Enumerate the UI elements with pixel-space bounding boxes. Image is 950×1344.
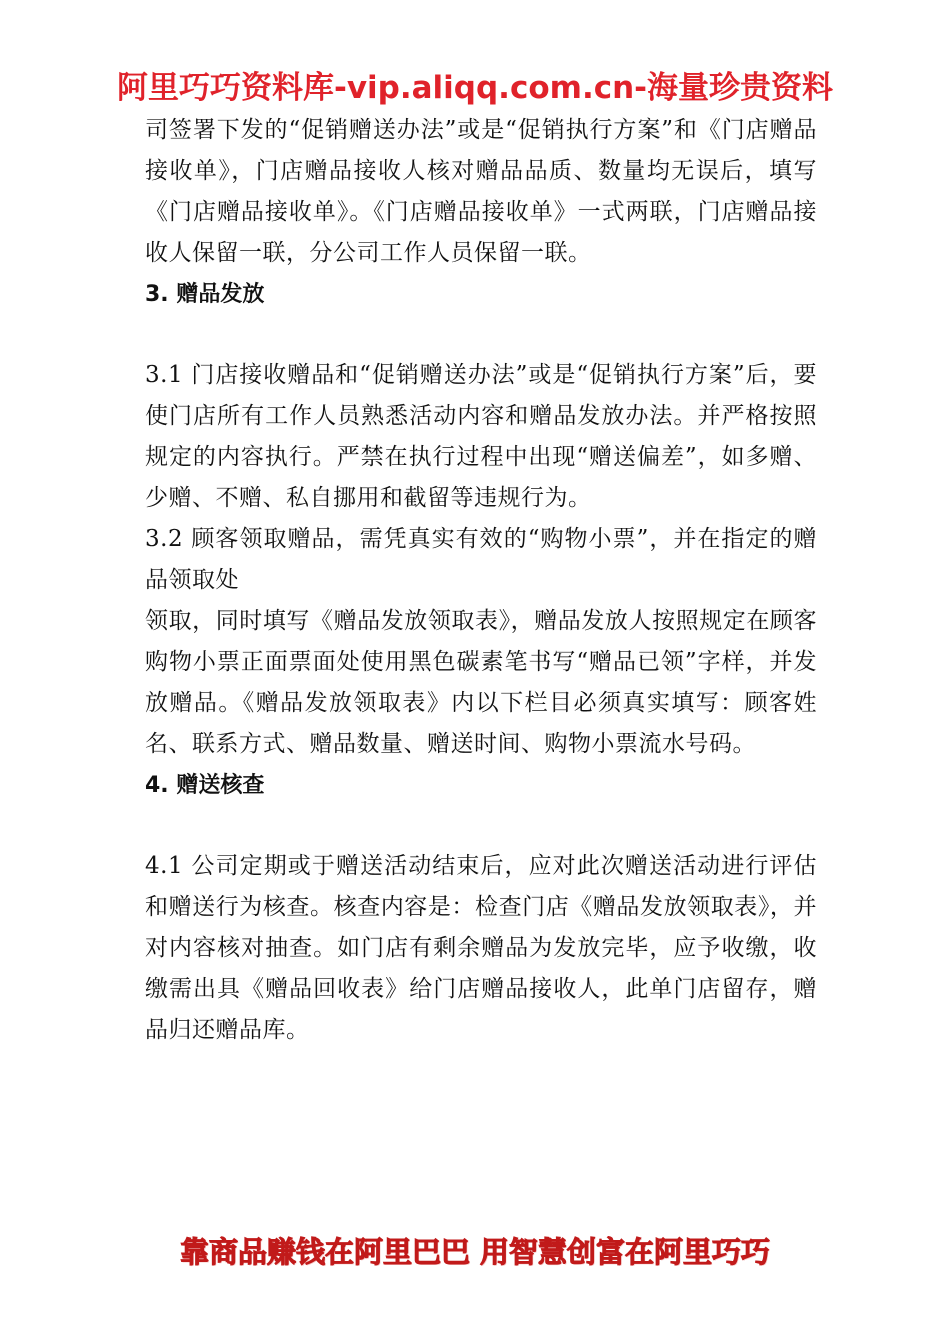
section-heading-3: 3. 赠品发放 — [145, 282, 265, 307]
intro-paragraph: 司签署下发的“促销赠送办法”或是“促销执行方案”和《门店赠品接收单》，门店赠品接收人核对赠品品质、数量均无误后，填写《门店赠品接收单》。《门店赠品接收单》一式两联，门店赠品接收人保留一联，分公司工作人员保留一联。 — [145, 117, 817, 266]
document-body — [145, 110, 817, 1051]
paragraph-4-1: 4.1 公司定期或于赠送活动结束后，应对此次赠送活动进行评估和赠送行为核查。核查内容是：检查门店《赠品发放领取表》，并对内容核对抽查。如门店有剩余赠品为发放完毕，应予收缴，收缴需出具《赠品回收表》给门店赠品接收人，此单门店留存，赠品归还赠品库。 — [145, 853, 817, 1043]
header-banner: 阿里巧巧资料库-vip.aliqq.com.cn-海量珍贵资料 — [116, 70, 834, 106]
paragraph-3-2-continued: 领取，同时填写《赠品发放领取表》，赠品发放人按照规定在顾客购物小票正面票面处使用黑色碳素笔书写“赠品已领”字样，并发放赠品。《赠品发放领取表》内以下栏目必须真实填写：顾客姓名、联系方式、赠品数量、赠送时间、购物小票流水号码。 — [145, 608, 817, 757]
paragraph-3-2-first-line: 3.2 顾客领取赠品，需凭真实有效的“购物小票”，并在指定的赠品领取处 — [145, 526, 817, 593]
section-heading-4: 4. 赠送核查 — [145, 773, 265, 798]
paragraph-3-1: 3.1 门店接收赠品和“促销赠送办法”或是“促销执行方案”后，要使门店所有工作人员熟悉活动内容和赠品发放办法。并严格按照规定的内容执行。严禁在执行过程中出现“赠送偏差”，如多赠、少赠、不赠、私自挪用和截留等违规行为。 — [145, 362, 817, 511]
footer-banner: 靠商品赚钱在阿里巴巴 用智慧创富在阿里巧巧 — [179, 1235, 771, 1269]
